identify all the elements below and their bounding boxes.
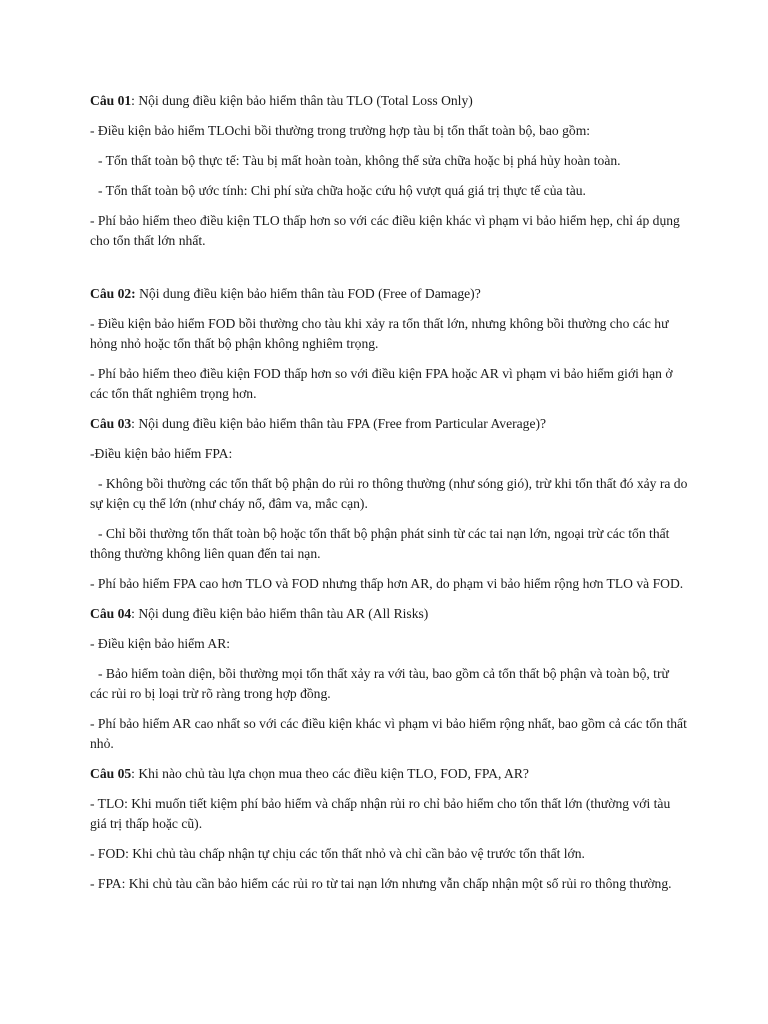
q1-paragraph-3: - Tổn thất toàn bộ ước tính: Chi phí sửa chữa hoặc cứu hộ vượt quá giá trị thực tế của tàu. xyxy=(98,183,586,198)
q1-paragraph-1: - Điều kiện bảo hiểm TLOchi bồi thường trong trường hợp tàu bị tổn thất toàn bộ, bao gồm: xyxy=(90,123,591,138)
question-4-label: Câu 04 xyxy=(90,606,132,621)
question-1-heading xyxy=(90,91,690,111)
q5-paragraph-3: - FPA: Khi chủ tàu cần bảo hiểm các rủi ro từ tai nạn lớn nhưng vẫn chấp nhận một số rủi ro thông thường. xyxy=(90,876,672,891)
question-2-heading xyxy=(90,284,690,304)
q3-paragraph-4: - Phí bảo hiểm FPA cao hơn TLO và FOD nhưng thấp hơn AR, do phạm vi bảo hiểm rộng hơn TLO và FOD. xyxy=(90,576,684,591)
q5-paragraph-1: - TLO: Khi muốn tiết kiệm phí bảo hiểm và chấp nhận rủi ro chỉ bảo hiểm cho tổn thất lớn (thường với tàu giá trị thấp hoặc cũ). xyxy=(90,796,671,831)
q3-paragraph-3-text: - Chỉ bồi thường tổn thất toàn bộ hoặc tổn thất bộ phận phát sinh từ các tai nạn lớn, ngoại trừ các tổn thất thông thường không liên quan đến tai nạn. xyxy=(90,526,670,561)
question-1-label: Câu 01 xyxy=(90,93,132,108)
question-4-heading xyxy=(90,604,690,624)
q4-paragraph-1: - Điều kiện bảo hiểm AR: xyxy=(90,636,231,651)
q4-paragraph-2 xyxy=(90,664,690,704)
q1-paragraph-4: - Phí bảo hiểm theo điều kiện TLO thấp hơn so với các điều kiện khác vì phạm vi bảo hiểm hẹp, chỉ áp dụng cho tổn thất lớn nhất. xyxy=(90,213,680,248)
document-page xyxy=(90,91,690,904)
section-spacer xyxy=(90,261,690,284)
question-3-title: Nội dung điều kiện bảo hiểm thân tàu FPA (Free from Particular Average)? xyxy=(138,416,547,431)
question-1-title: Nội dung điều kiện bảo hiểm thân tàu TLO (Total Loss Only) xyxy=(138,93,473,108)
q3-paragraph-2-text: - Không bồi thường các tổn thất bộ phận do rủi ro thông thường (như sóng gió), trừ khi tổn thất đó xảy ra do sự kiện cụ thể lớn (như cháy nổ, đâm va, mắc cạn). xyxy=(90,476,688,511)
q2-paragraph-2: - Phí bảo hiểm theo điều kiện FOD thấp hơn so với điều kiện FPA hoặc AR vì phạm vi bảo hiểm giới hạn ở các tổn thất nghiêm trọng hơn. xyxy=(90,366,673,401)
q4-paragraph-3: - Phí bảo hiểm AR cao nhất so với các điều kiện khác vì phạm vi bảo hiểm rộng nhất, bao gồm cả các tổn thất nhỏ. xyxy=(90,716,687,751)
question-5-sep: : xyxy=(131,766,139,781)
q3-paragraph-1: -Điều kiện bảo hiểm FPA: xyxy=(90,446,233,461)
question-4-title: Nội dung điều kiện bảo hiểm thân tàu AR (All Risks) xyxy=(138,606,429,621)
question-5-label: Câu 05 xyxy=(90,766,132,781)
question-2-label: Câu 02: xyxy=(90,286,136,301)
q3-paragraph-3 xyxy=(90,524,690,564)
question-3-label: Câu 03 xyxy=(90,416,132,431)
q3-paragraph-2 xyxy=(90,474,690,514)
question-5-title: Khi nào chủ tàu lựa chọn mua theo các điều kiện TLO, FOD, FPA, AR? xyxy=(138,766,529,781)
question-2-title: Nội dung điều kiện bảo hiểm thân tàu FOD (Free of Damage)? xyxy=(139,286,481,301)
question-3-sep: : xyxy=(131,416,139,431)
q5-paragraph-2: - FOD: Khi chủ tàu chấp nhận tự chịu các tổn thất nhỏ và chỉ cần bảo vệ trước tổn thất lớn. xyxy=(90,846,585,861)
q1-paragraph-2: - Tổn thất toàn bộ thực tế: Tàu bị mất hoàn toàn, không thể sửa chữa hoặc bị phá hủy hoàn toàn. xyxy=(98,153,621,168)
q2-paragraph-1: - Điều kiện bảo hiểm FOD bồi thường cho tàu khi xảy ra tổn thất lớn, nhưng không bồi thường cho các hư hỏng nhỏ hoặc tổn thất bộ phận không nghiêm trọng. xyxy=(90,316,669,351)
question-4-sep: : xyxy=(131,606,139,621)
question-3-heading xyxy=(90,414,690,434)
q4-paragraph-2-text: - Bảo hiểm toàn diện, bồi thường mọi tổn thất xảy ra với tàu, bao gồm cả tổn thất bộ phận và toàn bộ, trừ các rủi ro bị loại trừ rõ ràng trong hợp đồng. xyxy=(90,666,669,701)
question-1-sep: : xyxy=(131,93,139,108)
question-5-heading xyxy=(90,764,690,784)
